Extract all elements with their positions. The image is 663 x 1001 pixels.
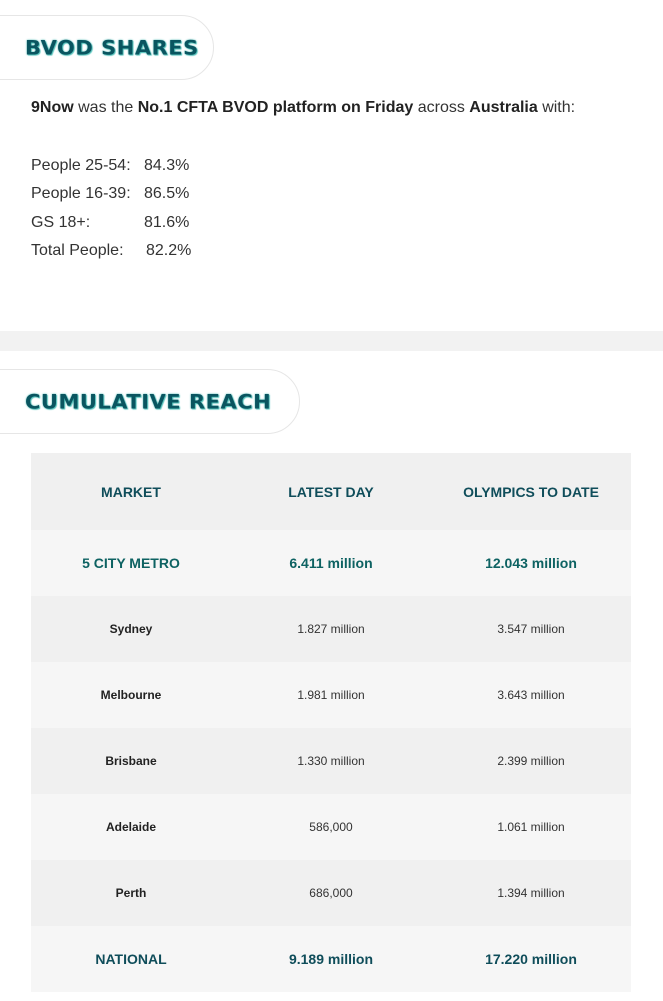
cell-latest-day: 1.827 million [297,622,365,636]
table-row [31,860,631,926]
section-divider [0,331,663,351]
cell-market: Melbourne [100,688,162,702]
table-row [31,794,631,860]
share-value: 82.2% [146,241,192,259]
cell-to-date: 17.220 million [485,951,577,967]
column-header-latest-day: LATEST DAY [288,483,374,500]
cumulative-reach-table [31,453,631,992]
brand-name: 9Now [31,99,74,116]
cell-latest-day: 6.411 million [289,555,373,571]
intro-highlight-1: No.1 CFTA BVOD platform on Friday [137,99,414,116]
share-label: Total People: [31,241,124,259]
cell-latest-day: 9.189 million [288,951,374,967]
cell-to-date: 1.394 million [497,886,565,900]
cell-latest-day: 686,000 [309,886,353,900]
table-row [31,662,631,728]
cell-to-date: 3.643 million [497,688,565,702]
cumulative-reach-heading [0,369,300,434]
cell-to-date: 2.399 million [497,754,565,768]
cell-to-date: 3.547 million [497,622,565,636]
intro-text-3: with: [537,99,576,116]
table-row-metro [31,530,631,596]
cell-market: Sydney [109,622,153,636]
intro-text-1: was the [73,99,138,116]
bvod-shares-heading [0,15,214,80]
share-label: People 25-54: [31,157,131,174]
cell-market: Adelaide [105,820,156,834]
bvod-intro-text [31,99,575,117]
column-header-olympics-to-date: OLYMPICS TO DATE [463,483,599,500]
table-row [31,728,631,794]
share-value: 86.5% [144,185,190,203]
cell-latest-day: 1.330 million [297,754,365,768]
column-header-market: MARKET [101,483,161,500]
cell-market: Brisbane [105,754,157,768]
cumulative-reach-title: CUMULATIVE REACH [25,390,272,413]
cell-latest-day: 586,000 [309,820,353,834]
cell-market: 5 CITY METRO [82,555,180,571]
table-row [31,596,631,662]
cell-to-date: 1.061 million [497,820,565,834]
share-value: 81.6% [144,213,190,231]
share-label: GS 18+: [31,213,91,231]
cell-to-date: 12.043 million [485,555,577,571]
cell-market: Perth [115,886,147,900]
table-row-national [31,926,631,992]
bvod-shares-title: BVOD SHARES [25,36,199,59]
intro-highlight-2: Australia [469,99,538,116]
share-label: People 16-39: [31,185,131,203]
share-value: 84.3% [144,157,190,174]
cell-latest-day: 1.981 million [297,688,365,702]
cell-market: NATIONAL [95,951,167,967]
intro-text-2: across [413,99,470,116]
table-header-row [31,453,631,530]
